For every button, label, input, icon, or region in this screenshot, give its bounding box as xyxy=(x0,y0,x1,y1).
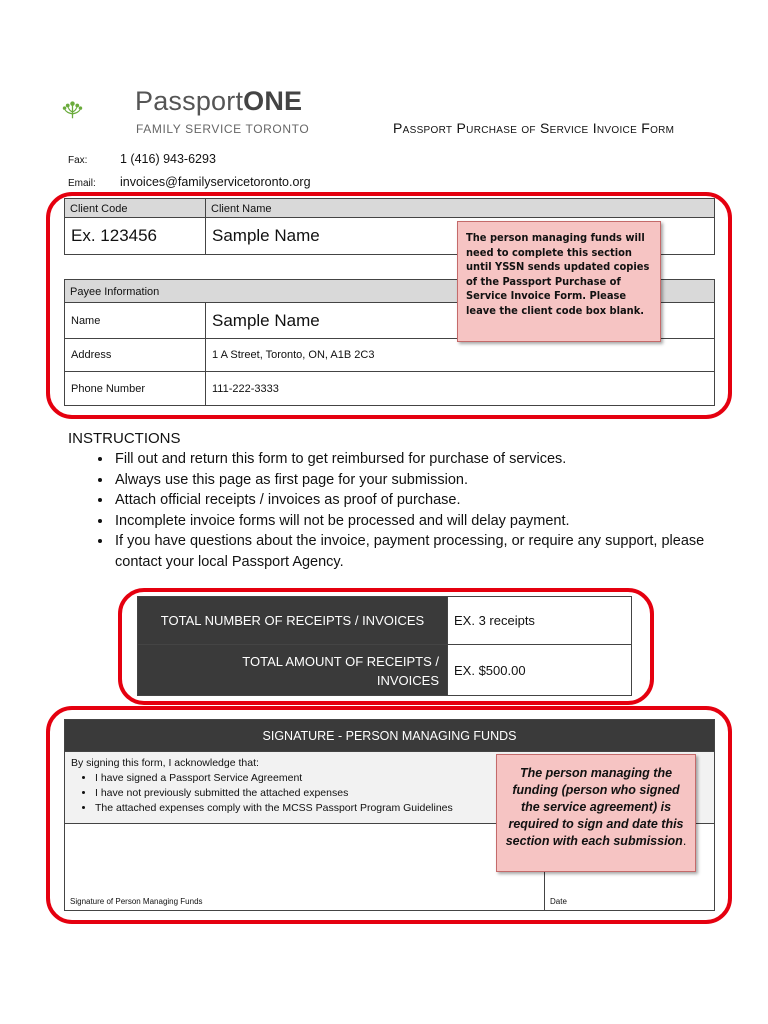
signature-note-text: The person managing the funding (person who signed the service agreement) is required to sign and date this section with each submission xyxy=(505,766,684,848)
fax-line xyxy=(68,152,216,166)
acknowledgement-item: • I have not previously submitted the attached expenses xyxy=(95,786,708,801)
total-receipts-field[interactable]: EX. 3 receipts xyxy=(447,596,632,645)
instructions-list xyxy=(68,449,753,572)
payee-name-field[interactable]: Sample Name xyxy=(205,302,715,339)
instruction-item: • If you have questions about the invoice, payment processing, or require any support, please contact your local Passport Agency. xyxy=(113,531,753,572)
total-amount-field[interactable]: EX. $500.00 xyxy=(447,644,632,696)
signature-field-label: Signature of Person Managing Funds xyxy=(70,897,203,906)
payee-header: Payee Information xyxy=(64,279,715,303)
total-receipts-label: TOTAL NUMBER OF RECEIPTS / INVOICES xyxy=(137,596,448,645)
signature-note-period: . xyxy=(682,834,687,848)
date-field-label: Date xyxy=(550,897,567,906)
instruction-item: • Attach official receipts / invoices as proof of purchase. xyxy=(113,490,753,511)
instruction-item: • Incomplete invoice forms will not be processed and will delay payment. xyxy=(113,511,753,532)
fax-value: 1 (416) 943-6293 xyxy=(120,152,216,166)
payee-name-label: Name xyxy=(64,302,206,339)
acknowledgement-intro: By signing this form, I acknowledge that: xyxy=(71,757,259,769)
fax-label: Fax: xyxy=(68,155,88,166)
client-name-field[interactable]: Sample Name xyxy=(205,217,715,255)
signature-section-note xyxy=(496,754,696,872)
client-section-note: The person managing funds will need to complete this section until YSSN sends updated copies of the Passport Purchase of Service Invoice Form. Please leave the client code box blank. xyxy=(457,221,661,342)
form-title: Passport Purchase of Service Invoice Form xyxy=(393,120,675,136)
passport-one-logo-tree-icon xyxy=(62,84,132,136)
acknowledgement-item: • The attached expenses comply with the MCSS Passport Program Guidelines xyxy=(95,801,708,816)
total-amount-label xyxy=(137,644,448,696)
payee-address-label: Address xyxy=(64,338,206,372)
total-amount-label-line2: INVOICES xyxy=(376,673,439,688)
payee-phone-label: Phone Number xyxy=(64,371,206,406)
client-name-header: Client Name xyxy=(205,198,715,218)
totals-table xyxy=(137,596,632,696)
client-code-field[interactable]: Ex. 123456 xyxy=(64,217,206,255)
email-line xyxy=(68,175,311,189)
signature-header: SIGNATURE - PERSON MANAGING FUNDS xyxy=(64,719,715,752)
instruction-item: • Always use this page as first page for your submission. xyxy=(113,470,753,491)
payee-phone-field[interactable]: 111-222-3333 xyxy=(205,371,715,406)
instructions-title: INSTRUCTIONS xyxy=(68,430,181,447)
logo-wordmark: PassportONE xyxy=(135,86,303,116)
instruction-item: • Fill out and return this form to get reimbursed for purchase of services. xyxy=(113,449,753,470)
acknowledgement-item: • I have signed a Passport Service Agreement xyxy=(95,771,708,786)
logo-subtitle: FAMILY SERVICE TORONTO xyxy=(136,122,310,136)
client-code-header: Client Code xyxy=(64,198,206,218)
payee-address-field[interactable]: 1 A Street, Toronto, ON, A1B 2C3 xyxy=(205,338,715,372)
total-amount-label-line1: TOTAL AMOUNT OF RECEIPTS / xyxy=(242,654,439,669)
email-label: Email: xyxy=(68,178,96,189)
signature-field[interactable] xyxy=(64,823,545,911)
email-value: invoices@familyservicetoronto.org xyxy=(120,175,311,189)
